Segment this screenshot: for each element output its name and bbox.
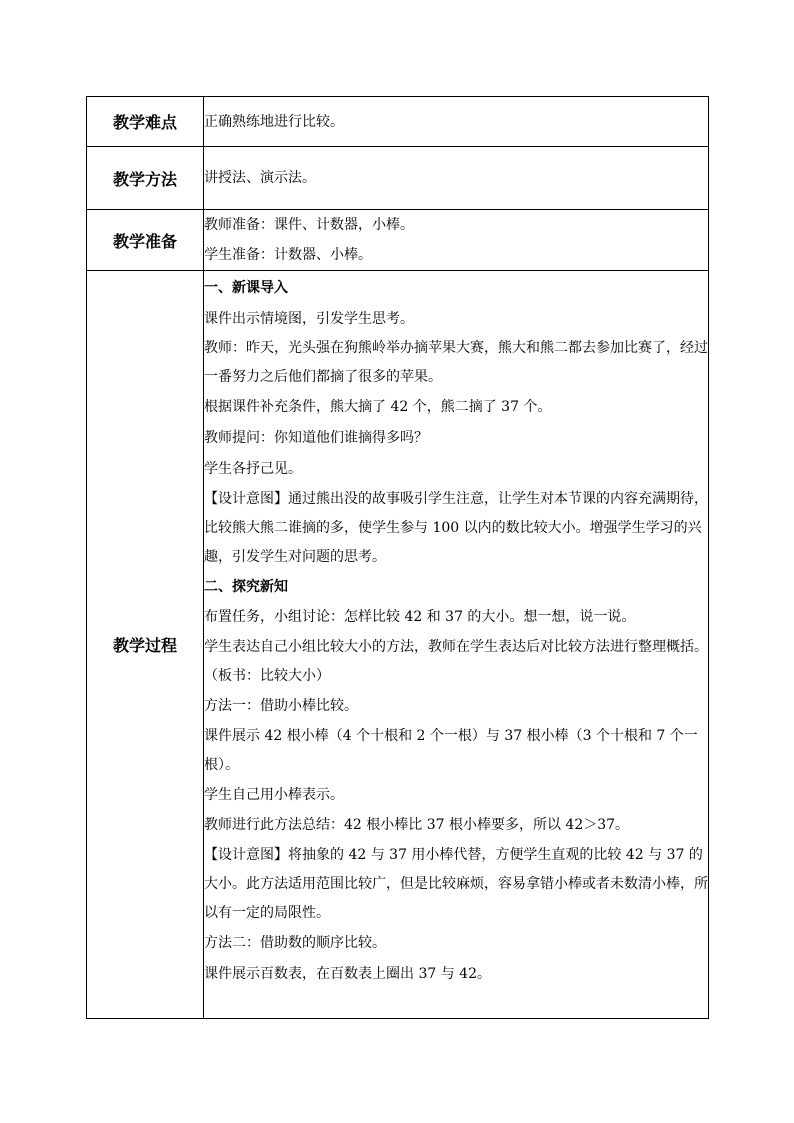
row-label: 教学方法 — [87, 147, 204, 210]
design-intent: 【设计意图】通过熊出没的故事吸引学生注意，让学生对本节课的内容充满期待，比较熊大熊二谁摘的多，使学生参与 100 以内的数比较大小。增强学生学习的兴趣，引发学生对问题的思考。 — [204, 490, 708, 565]
paragraph: 课件展示百数表，在百数表上圈出 37 与 42。 — [204, 965, 491, 982]
row-difficulty — [87, 97, 709, 147]
text-line: 学生准备：计数器、小棒。 — [204, 247, 372, 263]
paragraph: 学生各抒己见。 — [204, 460, 302, 477]
paragraph: 教师：昨天，光头强在狗熊岭举办摘苹果大赛，熊大和熊二都去参加比赛了，经过一番努力之后他们都摘了很多的苹果。 — [204, 340, 708, 386]
design-intent: 【设计意图】将抽象的 42 与 37 用小棒代替，方便学生直观的比较 42 与 37 的大小。此方法适用范围比较广，但是比较麻烦，容易拿错小棒或者未数清小棒，所以有一定的局限性。 — [204, 847, 708, 922]
text-line: 讲授法、演示法。 — [204, 170, 316, 186]
section-heading: 一、新课导入 — [204, 280, 288, 296]
row-process — [87, 271, 709, 1019]
row-preparation — [87, 210, 709, 271]
row-content — [204, 210, 709, 271]
paragraph: 教师进行此方法总结：42 根小棒比 37 根小棒要多，所以 42＞37。 — [204, 817, 630, 834]
row-content — [204, 97, 709, 147]
text-line: 正确熟练地进行比较。 — [204, 113, 344, 130]
paragraph: 学生自己用小棒表示。 — [204, 786, 344, 803]
row-method — [87, 147, 709, 210]
paragraph: 学生表达自己小组比较大小的方法，教师在学生表达后对比较方法进行整理概括。（板书：比较大小） — [204, 638, 708, 684]
lesson-plan-table — [86, 96, 709, 1019]
section-heading: 二、探究新知 — [204, 578, 288, 595]
paragraph: 方法二：借助数的顺序比较。 — [204, 935, 386, 952]
process-content — [204, 271, 709, 1019]
row-label: 教学难点 — [87, 97, 204, 147]
paragraph: 方法一：借助小棒比较。 — [204, 697, 358, 714]
row-label: 教学准备 — [87, 210, 204, 271]
paragraph: 布置任务，小组讨论：怎样比较 42 和 37 的大小。想一想，说一说。 — [204, 609, 636, 626]
text-line: 教师准备：课件、计数器，小棒。 — [204, 217, 414, 233]
row-label: 教学过程 — [87, 271, 204, 1019]
paragraph: 课件出示情境图，引发学生思考。 — [204, 310, 414, 327]
paragraph: 教师提问：你知道他们谁摘得多吗？ — [204, 430, 428, 447]
paragraph: 课件展示 42 根小棒（4 个十根和 2 个一根）与 37 根小棒（3 个十根和 7 个一根）。 — [204, 727, 698, 773]
paragraph: 根据课件补充条件，熊大摘了 42 个，熊二摘了 37 个。 — [204, 399, 552, 416]
row-content — [204, 147, 709, 210]
